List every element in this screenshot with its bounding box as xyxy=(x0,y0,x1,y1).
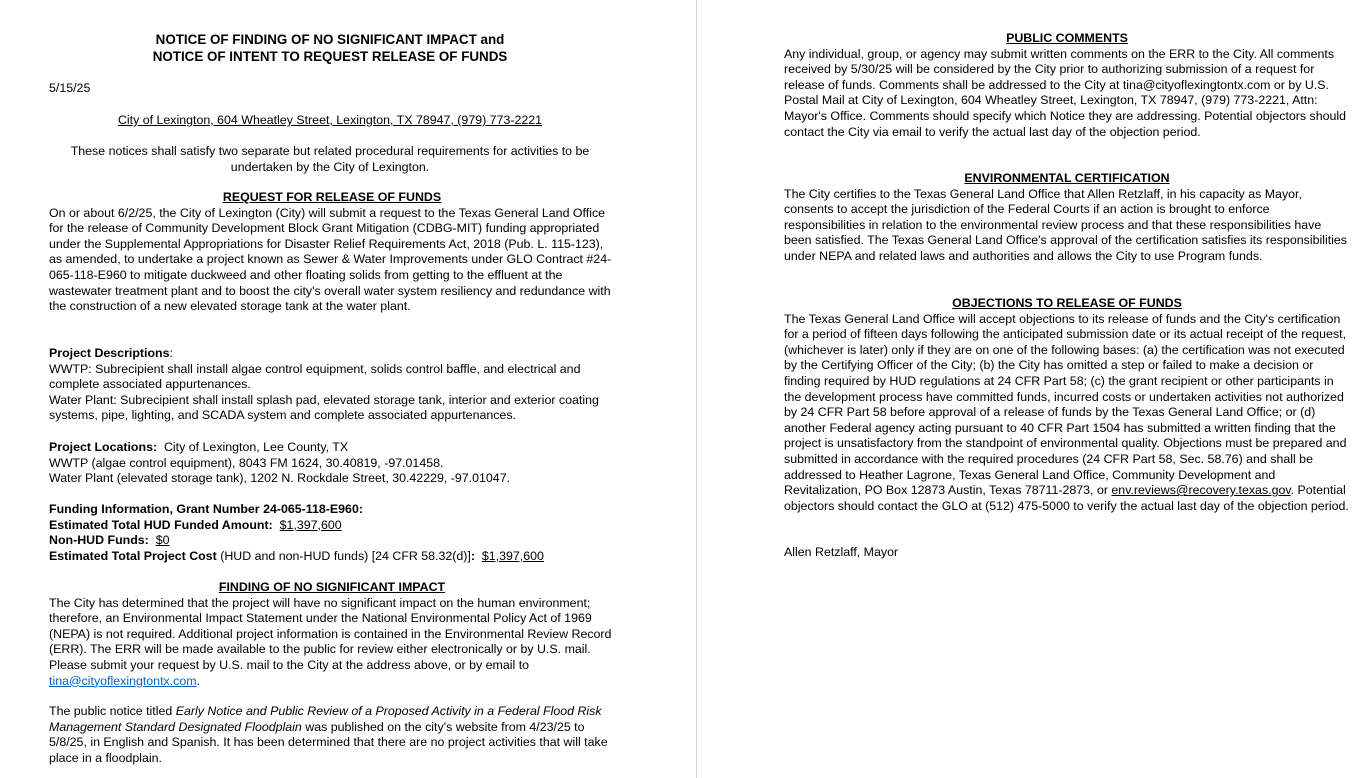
rrof-section xyxy=(49,190,615,315)
certification-section xyxy=(784,171,1350,265)
rrof-heading: REQUEST FOR RELEASE OF FUNDS xyxy=(222,190,442,204)
hud-value: $1,397,600 xyxy=(279,517,342,532)
title-line-2: NOTICE OF INTENT TO REQUEST RELEASE OF FUNDS xyxy=(152,49,508,64)
certification-heading: ENVIRONMENTAL CERTIFICATION xyxy=(964,171,1170,185)
total-label: Estimated Total Project Cost xyxy=(49,548,217,563)
objections-heading: OBJECTIONS TO RELEASE OF FUNDS xyxy=(952,296,1182,310)
non-hud-value: $0 xyxy=(155,533,170,548)
funding-information xyxy=(49,502,615,564)
floodplain-pre: The public notice titled xyxy=(49,704,176,718)
city-address: City of Lexington, 604 Wheatley Street, Lexington, TX 78947, (979) 773-2221 xyxy=(117,113,543,127)
total-middle: (HUD and non-HUD funds) [24 CFR 58.32(d)] xyxy=(216,548,471,563)
non-hud-label: Non-HUD Funds: xyxy=(49,533,149,548)
funding-line: Funding Information, Grant Number 24-065-118-E960: xyxy=(49,502,363,516)
descriptions-water-plant: Water Plant: Subrecipient shall install splash pad, elevated storage tank, interior and exterior coating systems, pipe, lighting, and SCADA system and complete associated appurtenances. xyxy=(49,392,599,423)
objections-email-link[interactable]: env.reviews@recovery.texas.gov xyxy=(1111,483,1291,498)
locations-wwtp: WWTP (algae control equipment), 8043 FM 1624, 30.40819, -97.01458. xyxy=(49,455,444,470)
floodplain-section xyxy=(49,704,615,766)
certification-body: The City certifies to the Texas General Land Office that Allen Retzlaff, in his capacity as Mayor, consents to accept the jurisdiction of the Federal Courts if an action is brought to enforce responsibilities in relation to the environmental review process and that these responsibilities have been satisfied. The Texas General Land Office's approval of the certification satisfies its responsibilities under NEPA and related laws and authorities and allows the City to use Program funds. xyxy=(784,186,1347,263)
objections-body: The Texas General Land Office will accept objections to its release of funds and the City's certification for a period of fifteen days following the anticipated submission date or its actual receipt of the request, (whichever is later) only if they are on one of the following bases: (a) the certification was not executed by the Certifying Officer of the City; (b) the City has omitted a step or failed to make a decision or finding required by HUD regulations at 24 CFR Part 58; (c) the grant recipient or other participants in the development process have committed funds, incurred costs or undertaken activities not authorized by 24 CFR Part 58 before approval of a release of funds by the Texas General Land Office; or (d) another Federal agency acting pursuant to 40 CFR Part 1504 has submitted a written finding that the project is unsatisfactory from the standpoint of environmental quality. Objections must be prepared and submitted in accordance with the required procedures (24 CFR Part 58, Sec. 58.76) and shall be addressed to Heather Lagrone, Texas General Land Office, Community Development and Revitalization, PO Box 12873 Austin, Texas 78711-2873, or xyxy=(784,311,1347,498)
total-value: $1,397,600 xyxy=(481,548,544,563)
fonsi-end: . xyxy=(196,673,201,688)
public-comments-body: Any individual, group, or agency may submit written comments on the ERR to the City. All comments received by 5/30/25 will be considered by the City prior to authorizing submission of a request for release of funds. Comments shall be addressed to the City at tina@cityoflexingtontx.com or by U.S. Postal Mail at City of Lexington, 604 Wheatley Street, Lexington, TX 78947, (979) 773-2221, Attn: Mayor's Office. Comments should specify which Notice they are addressing. Potential objectors should contact the City via email to verify the actual last day of the objection period. xyxy=(784,46,1347,139)
locations-value: City of Lexington, Lee County, TX xyxy=(157,440,349,454)
descriptions-label: Project Descriptions xyxy=(49,346,170,360)
title-line-1: NOTICE OF FINDING OF NO SIGNIFICANT IMPACT and xyxy=(155,32,505,47)
locations-label: Project Locations: xyxy=(49,440,158,454)
floodplain-post: was published on the city's website from 4/23/25 to 5/8/25, in English and Spanish. It has been determined that there are no project activities that will take place in a floodplain. xyxy=(49,719,608,765)
objections-section xyxy=(784,296,1350,514)
objections-end: . Potential objectors should contact the GLO at (512) 475-5000 to verify the actual last day of the objection period. xyxy=(784,483,1349,513)
public-comments-section xyxy=(784,31,1350,140)
locations-water-plant: Water Plant (elevated storage tank), 1202 N. Rockdale Street, 30.42229, -97.01047. xyxy=(49,471,511,486)
project-descriptions xyxy=(49,346,615,424)
fonsi-heading: FINDING OF NO SIGNIFICANT IMPACT xyxy=(218,580,446,594)
rrof-body: On or about 6/2/25, the City of Lexington (City) will submit a request to the Texas General Land Office for the release of Community Development Block Grant Mitigation (CDBG-MIT) funding appropriated under the Supplemental Appropriations for Disaster Relief Requirements Act, 2018 (Pub. L. 115-123), as amended, to undertake a project known as Sewer & Water Improvements under GLO Contract #24-065-118-E960 to mitigate duckweed and other floating solids from getting to the effluent at the wastewater treatment plant and to boost the city's overall water system resiliency and redundance with the construction of a new elevated storage tank at the water plant. xyxy=(49,205,612,314)
notice-title xyxy=(49,31,611,65)
notice-date: 5/15/25 xyxy=(49,81,91,95)
page-divider xyxy=(696,0,697,778)
intro-text: These notices shall satisfy two separate but related procedural requirements for activities to be undertaken by the City of Lexington. xyxy=(70,144,590,174)
fonsi-section xyxy=(49,580,615,689)
project-locations xyxy=(49,440,615,487)
signature: Allen Retzlaff, Mayor xyxy=(784,545,899,559)
descriptions-wwtp: WWTP: Subrecipient shall install algae control equipment, solids control baffle, and electrical and complete associated appurtenances. xyxy=(49,361,581,392)
descriptions-colon: : xyxy=(169,346,173,360)
floodplain-title: Early Notice and Public Review of a Proposed Activity in a Federal Flood Risk Management Standard Designated Floodplain xyxy=(49,704,602,734)
total-colon: : xyxy=(470,548,476,563)
public-comments-heading: PUBLIC COMMENTS xyxy=(1006,31,1128,45)
fonsi-body: The City has determined that the project will have no significant impact on the human environment; therefore, an Environmental Impact Statement under the National Environmental Policy Act of 1969 (NEPA) is not required. Additional project information is contained in the Environmental Review Record (ERR). The ERR will be made available to the public for review either electronically or by U.S. mail. Please submit your request by U.S. mail to the City at the address above, or by email to xyxy=(49,595,612,672)
fonsi-email-link[interactable]: tina@cityoflexingtontx.com xyxy=(49,673,197,688)
hud-label: Estimated Total HUD Funded Amount: xyxy=(49,517,273,532)
